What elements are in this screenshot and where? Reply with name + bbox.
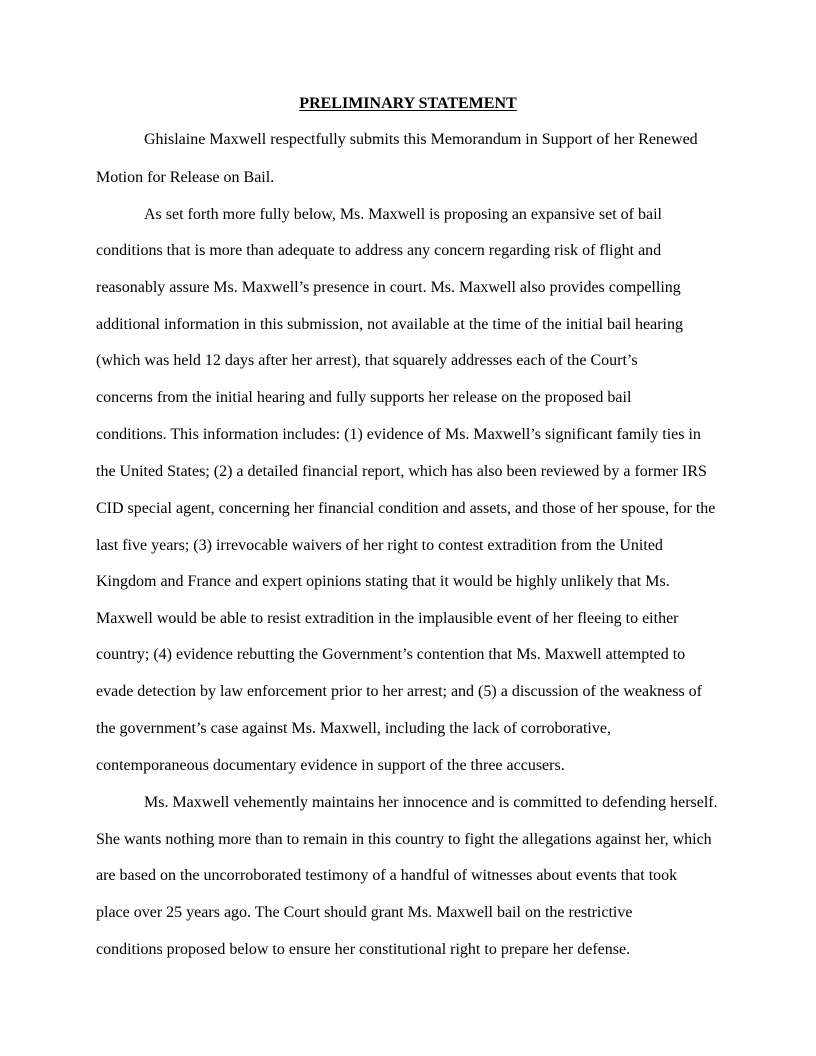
text-line: reasonably assure Ms. Maxwell’s presence in court. Ms. Maxwell also provides compelling [96, 279, 681, 296]
text-line: the United States; (2) a detailed financial report, which has also been reviewed by a former IRS [96, 463, 707, 480]
text-line: Kingdom and France and expert opinions stating that it would be highly unlikely that Ms. [96, 573, 670, 590]
text-line: place over 25 years ago. The Court should grant Ms. Maxwell bail on the restrictive [96, 904, 633, 921]
text-line: the government’s case against Ms. Maxwell, including the lack of corroborative, [96, 720, 611, 737]
text-line: are based on the uncorroborated testimony of a handful of witnesses about events that took [96, 867, 678, 884]
text-line: As set forth more fully below, Ms. Maxwell is proposing an expansive set of bail [144, 206, 662, 223]
text-line: concerns from the initial hearing and fully supports her release on the proposed bail [96, 389, 632, 406]
text-line: She wants nothing more than to remain in this country to fight the allegations against her, which [96, 831, 712, 848]
text-line: Ghislaine Maxwell respectfully submits this Memorandum in Support of her Renewed [144, 131, 698, 148]
text-line: Motion for Release on Bail. [96, 169, 275, 186]
text-line: evade detection by law enforcement prior to her arrest; and (5) a discussion of the weakness of [96, 683, 702, 700]
text-line: contemporaneous documentary evidence in support of the three accusers. [96, 757, 565, 774]
text-line: additional information in this submission, not available at the time of the initial bail hearing [96, 316, 683, 333]
text-line: conditions. This information includes: (1) evidence of Ms. Maxwell’s significant family ties in [96, 426, 701, 443]
text-line: conditions proposed below to ensure her constitutional right to prepare her defense. [96, 941, 631, 958]
text-line: Maxwell would be able to resist extradition in the implausible event of her fleeing to either [96, 610, 679, 627]
page-title: PRELIMINARY STATEMENT [299, 95, 517, 112]
text-line: last five years; (3) irrevocable waivers of her right to contest extradition from the United [96, 537, 663, 554]
text-line: (which was held 12 days after her arrest), that squarely addresses each of the Court’s [96, 352, 638, 369]
text-line: CID special agent, concerning her financial condition and assets, and those of her spouse, for the [96, 500, 716, 517]
text-line: country; (4) evidence rebutting the Government’s contention that Ms. Maxwell attempted to [96, 646, 686, 663]
text-line: conditions that is more than adequate to address any concern regarding risk of flight and [96, 242, 662, 259]
text-line: Ms. Maxwell vehemently maintains her innocence and is committed to defending herself. [144, 794, 718, 811]
